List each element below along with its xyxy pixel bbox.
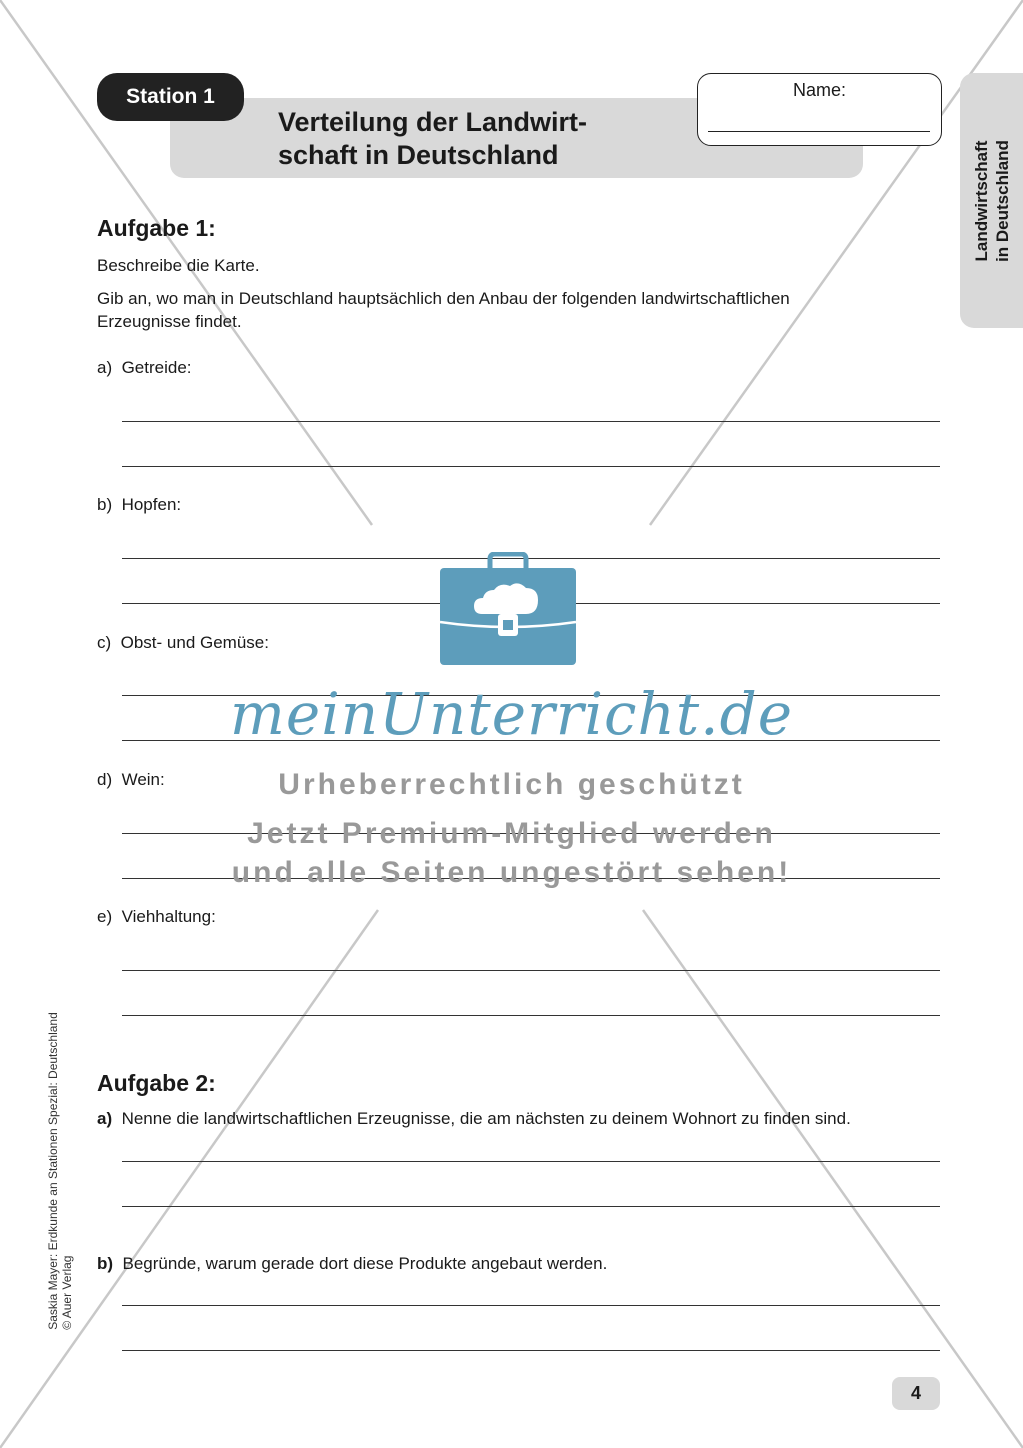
task2-item-b [97,1254,607,1274]
item-label: Nenne die landwirtschaftlichen Erzeugnisse, die am nächsten zu deinem Wohnort zu finden sind. [121,1109,851,1128]
page-title-line-2: schaft in Deutschland [278,140,559,170]
item-label: Viehhaltung: [121,907,216,926]
item-marker: b) [97,1254,114,1273]
watermark-copyright: Urheberrechtlich geschützt [278,768,745,801]
credit-line-1: Saskia Mayer: Erdkunde an Stationen Spezial: Deutschland [46,1012,60,1330]
item-marker: e) [97,907,113,926]
answer-line[interactable] [122,970,940,971]
watermark-premium-1: Jetzt Premium-Mitglied werden [247,817,776,850]
answer-line[interactable] [122,1350,940,1351]
page-title [278,106,678,172]
task1-heading: Aufgabe 1: [97,215,216,241]
task1-item-e [97,907,216,927]
item-marker: b) [97,495,113,514]
item-marker: d) [97,770,113,789]
station-badge: Station 1 [97,73,244,121]
page-title-line-1: Verteilung der Landwirt- [278,107,588,137]
task2-item-a [97,1109,851,1129]
answer-line[interactable] [122,1305,940,1306]
side-tab-label [960,73,1023,328]
item-marker: a) [97,1109,113,1128]
side-tab-line-1: Landwirtschaft [971,140,991,261]
task2-heading: Aufgabe 2: [97,1070,216,1096]
answer-line[interactable] [122,466,940,467]
task1-intro-2-line-2: Erzeugnisse findet. [97,312,242,331]
task1-intro-1: Beschreibe die Karte. [97,256,260,275]
watermark-premium-2: und alle Seiten ungestört sehen! [231,856,792,889]
task1-intro-2-line-1: Gib an, wo man in Deutschland hauptsächlich den Anbau der folgenden landwirtschaftlichen [97,289,790,308]
item-marker: a) [97,358,113,377]
name-line [708,131,930,132]
item-label: Hopfen: [121,495,182,514]
task1-item-a [97,358,192,378]
item-label: Begründe, warum gerade dort diese Produkte angebaut werden. [122,1254,608,1273]
task1-intro-2 [97,287,947,333]
item-marker: c) [97,633,112,652]
task1-item-b [97,495,181,515]
briefcase-cloud-icon [438,552,578,667]
page-number: 4 [892,1377,940,1410]
watermark-brand: meinUnterricht.de [229,680,794,748]
answer-line[interactable] [122,421,940,422]
credit-line-2: © Auer Verlag [60,1255,74,1330]
item-label: Getreide: [121,358,192,377]
copyright-credit [30,990,90,1352]
name-label: Name: [792,80,846,100]
answer-line[interactable] [122,1015,940,1016]
item-label: Obst- und Gemüse: [120,633,269,652]
side-tab-line-2: in Deutschland [992,139,1012,262]
answer-line[interactable] [122,1161,940,1162]
item-label: Wein: [121,770,165,789]
task1-item-c [97,633,269,653]
name-field[interactable] [697,73,942,146]
answer-line[interactable] [122,1206,940,1207]
